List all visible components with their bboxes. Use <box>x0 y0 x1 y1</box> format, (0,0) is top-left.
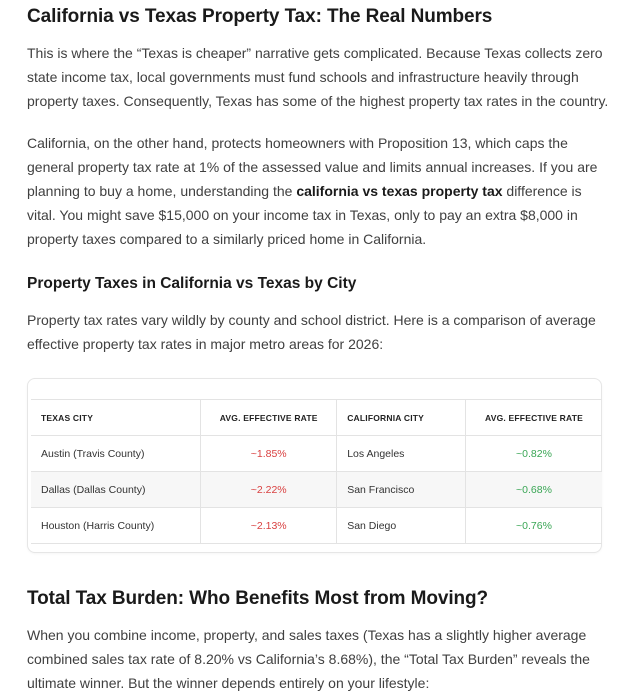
comparison-table-card <box>27 378 602 553</box>
section-heading-property-tax: California vs Texas Property Tax: The Real Numbers <box>27 6 493 27</box>
header-california-rate: AVG. EFFECTIVE RATE <box>466 400 602 436</box>
paragraph-total-burden: When you combine income, property, and sales taxes (Texas has a slightly higher average combined sales tax rate of 8.20% vs California’s 8.68%), the “Total Tax Burden” reveals the ultimate winner. But the winner depends entirely on your lifestyle: <box>27 627 590 691</box>
paragraph-rates-vary: Property tax rates vary wildly by county and school district. Here is a comparison of average effective property tax rates in major metro areas for 2026: <box>27 312 596 352</box>
section-heading-total-burden: Total Tax Burden: Who Benefits Most from Moving? <box>27 588 489 609</box>
california-city-cell: San Diego <box>337 508 466 544</box>
california-city-cell: Los Angeles <box>337 436 466 472</box>
table-header-row <box>31 400 602 436</box>
california-rate-cell: ~0.68% <box>466 472 602 508</box>
paragraph-texas-cheaper: This is where the “Texas is cheaper” narrative gets complicated. Because Texas collects zero state income tax, local governments must fund schools and infrastructure heavily through property taxes. Consequently, Texas has some of the highest property tax rates in the country. <box>27 45 609 109</box>
texas-rate-cell: ~1.85% <box>201 436 337 472</box>
paragraph-text: difference is vital. You might save $15,000 on your income tax in Texas, only to pay an extra $8,000 in property taxes compared to a similarly priced home in California. <box>27 183 582 247</box>
table-row <box>31 436 602 472</box>
paragraph-text: California, on the other hand, protects homeowners with Proposition 13, which caps the general property tax rate at 1% of the assessed value and limits annual increases. If you are planning to buy a home, understanding the <box>27 135 598 199</box>
table-row <box>31 472 602 508</box>
bold-keyword: california vs texas property tax <box>296 183 503 199</box>
paragraph-california-prop13 <box>27 131 612 251</box>
california-rate-cell: ~0.76% <box>466 508 602 544</box>
texas-city-cell: Austin (Travis County) <box>31 436 201 472</box>
texas-rate-cell: ~2.22% <box>201 472 337 508</box>
texas-city-cell: Houston (Harris County) <box>31 508 201 544</box>
subheading-taxes-by-city: Property Taxes in California vs Texas by City <box>27 275 357 292</box>
header-texas-rate: AVG. EFFECTIVE RATE <box>201 400 337 436</box>
property-tax-comparison-table <box>31 399 602 544</box>
texas-rate-cell: ~2.13% <box>201 508 337 544</box>
california-city-cell: San Francisco <box>337 472 466 508</box>
texas-city-cell: Dallas (Dallas County) <box>31 472 201 508</box>
header-california-city: CALIFORNIA CITY <box>337 400 466 436</box>
header-texas-city: TEXAS CITY <box>31 400 201 436</box>
table-row <box>31 508 602 544</box>
california-rate-cell: ~0.82% <box>466 436 602 472</box>
